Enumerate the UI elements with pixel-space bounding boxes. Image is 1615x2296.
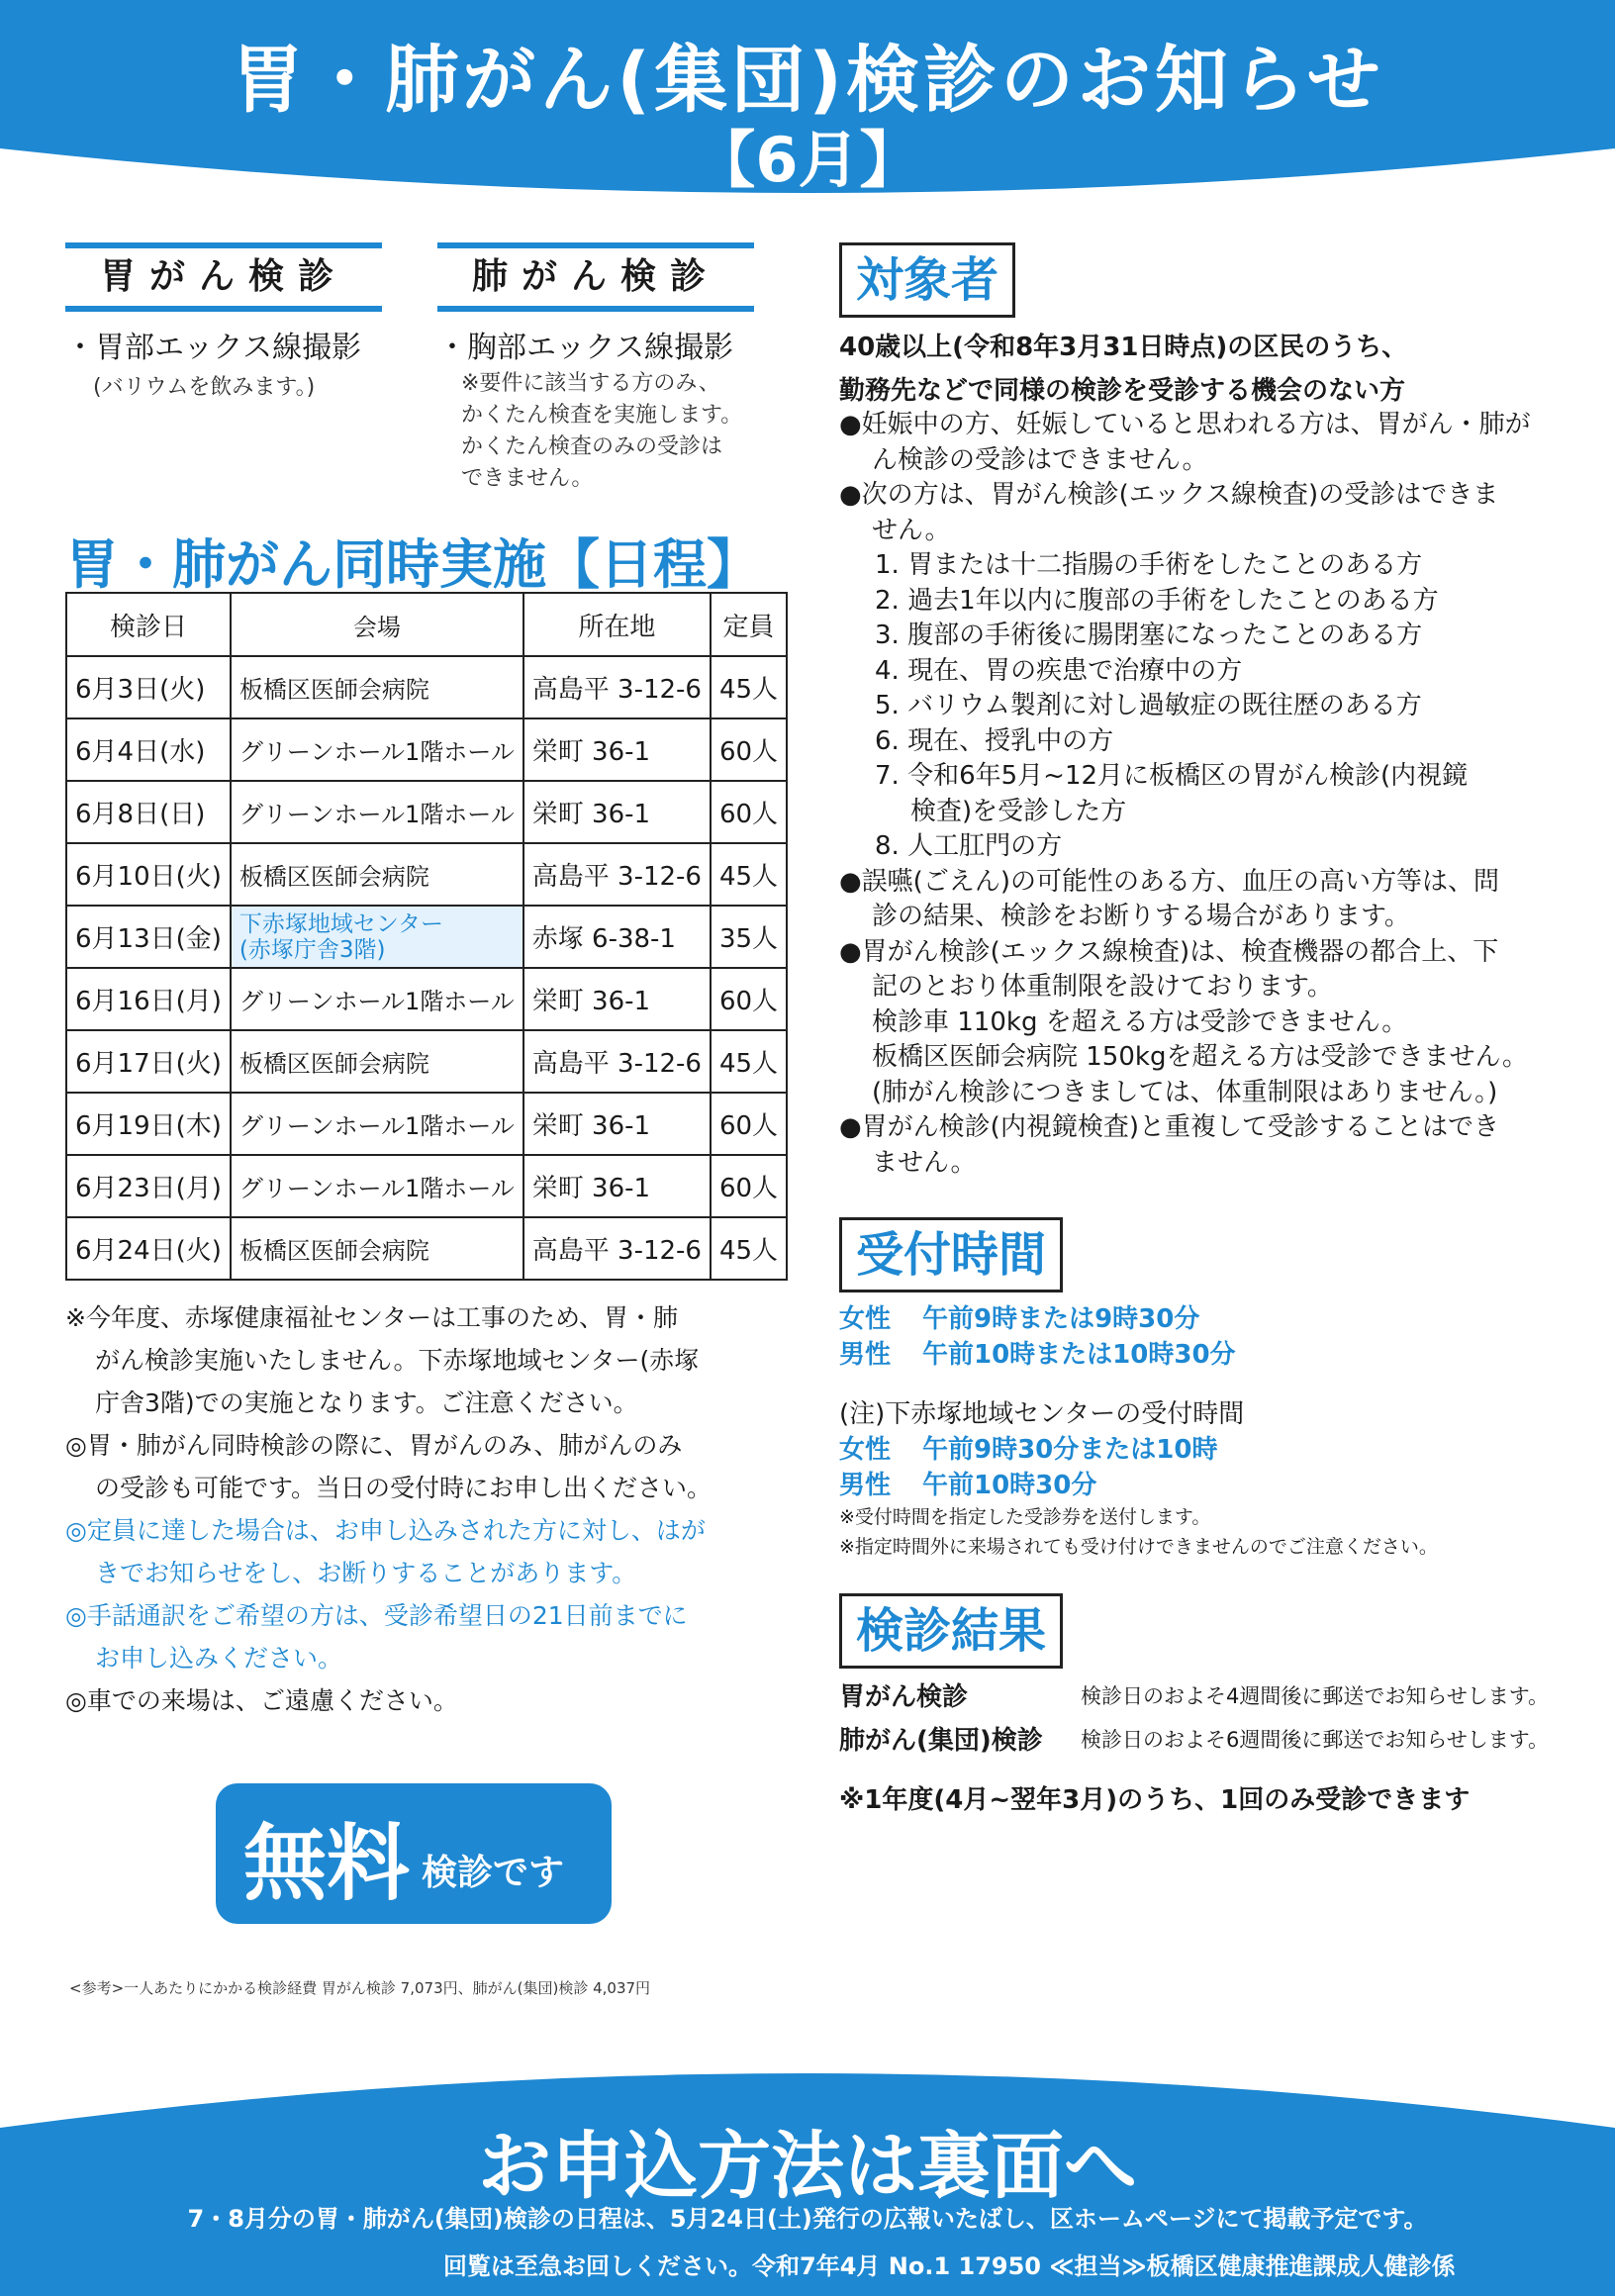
row-capacity: 60人 <box>711 1155 787 1217</box>
header-date: 検診日 <box>66 593 231 656</box>
list-item: 5. バリウム製剤に対し過敏症の既往歴のある方 <box>875 691 1422 720</box>
list-item: 8. 人工肛門の方 <box>875 831 1063 861</box>
list-item: 3. 腹部の手術後に腸閉塞になったことのある方 <box>875 621 1423 650</box>
note-line: ◎定員に達した場合は、お申し込みされた方に対し、はが <box>65 1516 706 1545</box>
bullet-line: (肺がん検診につきましては、体重制限はありません。) <box>872 1077 1498 1107</box>
row-venue: グリーンホール1階ホール <box>231 781 523 843</box>
note-line: ※今年度、赤塚健康福祉センターは工事のため、胃・肺 <box>65 1303 678 1332</box>
stomach-exam-title: 胃がん検診 <box>65 242 382 312</box>
footer-title: お申込方法は裏面へ <box>478 2124 1137 2209</box>
row-address: 栄町 36-1 <box>523 718 711 781</box>
note-line: ◎車での来場は、ご遠慮ください。 <box>65 1686 458 1715</box>
lung-exam-note: ※要件に該当する方のみ、 かくたん検査を実施します。 かくたん検査のみの受診は できません。 <box>461 371 743 491</box>
footer-contact: 回覧は至急お回しください。令和7年4月 No.1 17950 ≪担当≫板橋区健康推進課成人健診係 <box>443 2252 1456 2280</box>
stomach-exam-note: (バリウムを飲みます。) <box>93 375 316 400</box>
page-month: 【6月】 <box>694 124 921 196</box>
table-row <box>66 1155 787 1217</box>
note-line: がん検診実施いたしません。下赤塚地域センター(赤塚 <box>95 1346 700 1375</box>
results-title: 検診結果 <box>839 1593 1063 1669</box>
footer-banner <box>0 2068 1615 2296</box>
bullet-line: 診の結果、検診をお断りする場合があります。 <box>872 902 1410 931</box>
header-address: 所在地 <box>523 593 711 656</box>
lung-exam-title: 肺がん検診 <box>437 242 754 312</box>
reception-title: 受付時間 <box>839 1217 1063 1292</box>
row-address: 赤塚 6-38-1 <box>523 906 711 968</box>
row-date: 6月16日(月) <box>66 968 231 1030</box>
cost-reference: <参考>一人あたりにかかる検診経費 胃がん検診 7,073円、肺がん(集団)検診 4,037円 <box>69 1979 651 1997</box>
schedule-notes <box>65 1296 768 1722</box>
row-address: 高島平 3-12-6 <box>523 656 711 718</box>
list-item: 6. 現在、授乳中の方 <box>875 725 1114 756</box>
row-address: 栄町 36-1 <box>523 781 711 843</box>
list-item: 4. 現在、胃の疾患で治療中の方 <box>875 655 1243 686</box>
row-venue: グリーンホール1階ホール <box>231 968 523 1030</box>
row-address: 高島平 3-12-6 <box>523 843 711 906</box>
bullet-line: ●次の方は、胃がん検診(エックス線検査)の受診はできま <box>839 480 1499 510</box>
list-item: 7. 令和6年5月~12月に板橋区の胃がん検診(内視鏡 <box>875 761 1469 791</box>
stomach-result-text: 検診日のおよそ4週間後に郵送でお知らせします。 <box>1081 1684 1550 1708</box>
row-capacity: 45人 <box>711 1217 787 1280</box>
table-row <box>66 843 787 906</box>
bullet-line: ●胃がん検診(エックス線検査)は、検査機器の都合上、下 <box>839 936 1499 967</box>
male-reception-time: 男性 午前10時または10時30分 <box>839 1340 1236 1370</box>
lung-exam-item: ・胸部エックス線撮影 <box>437 331 734 365</box>
row-capacity: 60人 <box>711 1093 787 1155</box>
header-banner <box>0 0 1615 198</box>
table-row <box>66 1217 787 1280</box>
row-capacity: 45人 <box>711 1030 787 1093</box>
free-exam-badge <box>216 1783 612 1924</box>
stomach-result-label: 胃がん検診 <box>839 1682 969 1712</box>
eligibility-title: 対象者 <box>839 242 1015 318</box>
page-title: 胃・肺がん(集団)検診のお知らせ <box>231 38 1384 123</box>
row-capacity: 45人 <box>711 656 787 718</box>
schedule-header-row <box>66 593 787 656</box>
female-reception-time-2: 女性 午前9時30分または10時 <box>839 1435 1218 1465</box>
table-row <box>66 781 787 843</box>
row-date: 6月13日(金) <box>66 906 231 968</box>
reception-note-head: (注)下赤塚地域センターの受付時間 <box>839 1399 1245 1429</box>
note-line: ◎胃・肺がん同時検診の際に、胃がんのみ、肺がんのみ <box>65 1431 683 1460</box>
footer-schedule-note: 7・8月分の胃・肺がん(集団)検診の日程は、5月24日(土)発行の広報いたばし、区ホームページにて掲載予定です。 <box>187 2205 1428 2233</box>
row-venue: グリーンホール1階ホール <box>231 1093 523 1155</box>
bullet-line: 記のとおり体重制限を設けております。 <box>872 972 1333 1002</box>
table-row <box>66 1030 787 1093</box>
stomach-exam-item: ・胃部エックス線撮影 <box>65 331 362 365</box>
row-venue: 板橋区医師会病院 <box>231 1217 523 1280</box>
row-venue: グリーンホール1階ホール <box>231 718 523 781</box>
lung-result-text: 検診日のおよそ6週間後に郵送でお知らせします。 <box>1081 1728 1550 1752</box>
list-item: 1. 胃または十二指腸の手術をしたことのある方 <box>875 550 1423 580</box>
schedule-title: 胃・肺がん同時実施【日程】 <box>65 533 760 596</box>
once-per-year-note: ※1年度(4月~翌年3月)のうち、1回のみ受診できます <box>839 1785 1471 1815</box>
free-badge-small: 検診です <box>422 1853 565 1893</box>
row-date: 6月17日(火) <box>66 1030 231 1093</box>
header-venue: 会場 <box>231 593 523 656</box>
eligibility-lead-2: 勤務先などで同様の検診を受診する機会のない方 <box>839 376 1406 406</box>
note-line: の受診も可能です。当日の受付時にお申し出ください。 <box>95 1474 712 1502</box>
bullet-line: ●誤嚥(ごえん)の可能性のある方、血圧の高い方等は、問 <box>839 866 1499 897</box>
list-item: 2. 過去1年以内に腹部の手術をしたことのある方 <box>875 585 1439 616</box>
male-reception-time-2: 男性 午前10時30分 <box>839 1471 1097 1500</box>
row-venue: 板橋区医師会病院 <box>231 843 523 906</box>
row-date: 6月8日(日) <box>66 781 231 843</box>
bullet-line: ●妊娠中の方、妊娠していると思われる方は、胃がん・肺が <box>839 410 1531 439</box>
note-line: ◎手話通訳をご希望の方は、受診希望日の21日前までに <box>65 1601 688 1630</box>
schedule-table <box>65 592 788 1281</box>
header-capacity: 定員 <box>711 593 787 656</box>
row-date: 6月10日(火) <box>66 843 231 906</box>
row-address: 栄町 36-1 <box>523 968 711 1030</box>
row-venue-highlight: 下赤塚地域センター (赤塚庁舎3階) <box>231 906 523 968</box>
table-row <box>66 968 787 1030</box>
table-row <box>66 906 787 968</box>
row-capacity: 60人 <box>711 968 787 1030</box>
free-badge-big: 無料 <box>243 1815 411 1912</box>
eligibility-lead-1: 40歳以上(令和8年3月31日時点)の区民のうち、 <box>839 333 1408 362</box>
bullet-line: 検診車 110kg を超える方は受診できません。 <box>872 1006 1408 1037</box>
row-venue: 板橋区医師会病院 <box>231 656 523 718</box>
lung-result-label: 肺がん(集団)検診 <box>839 1726 1043 1756</box>
row-venue: 板橋区医師会病院 <box>231 1030 523 1093</box>
row-address: 栄町 36-1 <box>523 1155 711 1217</box>
row-address: 栄町 36-1 <box>523 1093 711 1155</box>
bullet-line: ません。 <box>872 1147 977 1178</box>
reception-small-note-2: ※指定時間外に来場されても受け付けできませんのでご注意ください。 <box>839 1536 1438 1558</box>
note-line: お申し込みください。 <box>95 1644 343 1673</box>
bullet-line: ん検診の受診はできません。 <box>872 444 1208 475</box>
row-date: 6月4日(水) <box>66 718 231 781</box>
reception-small-note-1: ※受付時間を指定した受診券を送付します。 <box>839 1506 1211 1528</box>
table-row <box>66 1093 787 1155</box>
row-capacity: 35人 <box>711 906 787 968</box>
row-date: 6月24日(火) <box>66 1217 231 1280</box>
row-date: 6月3日(火) <box>66 656 231 718</box>
row-capacity: 60人 <box>711 781 787 843</box>
list-item: 検査)を受診した方 <box>910 796 1127 826</box>
row-date: 6月19日(木) <box>66 1093 231 1155</box>
note-line: 庁舎3階)での実施となります。ご注意ください。 <box>95 1388 638 1417</box>
female-reception-time: 女性 午前9時または9時30分 <box>839 1304 1200 1334</box>
row-capacity: 45人 <box>711 843 787 906</box>
eligibility-bullets <box>839 408 1552 1181</box>
table-row <box>66 718 787 781</box>
row-venue: グリーンホール1階ホール <box>231 1155 523 1217</box>
row-address: 高島平 3-12-6 <box>523 1030 711 1093</box>
bullet-line: せん。 <box>872 515 951 545</box>
bullet-line: 板橋区医師会病院 150kgを超える方は受診できません。 <box>872 1042 1529 1072</box>
row-address: 高島平 3-12-6 <box>523 1217 711 1280</box>
note-line: きでお知らせをし、お断りすることがあります。 <box>95 1559 637 1587</box>
row-date: 6月23日(月) <box>66 1155 231 1217</box>
row-capacity: 60人 <box>711 718 787 781</box>
bullet-line: ●胃がん検診(内視鏡検査)と重複して受診することはでき <box>839 1112 1499 1142</box>
table-row <box>66 656 787 718</box>
